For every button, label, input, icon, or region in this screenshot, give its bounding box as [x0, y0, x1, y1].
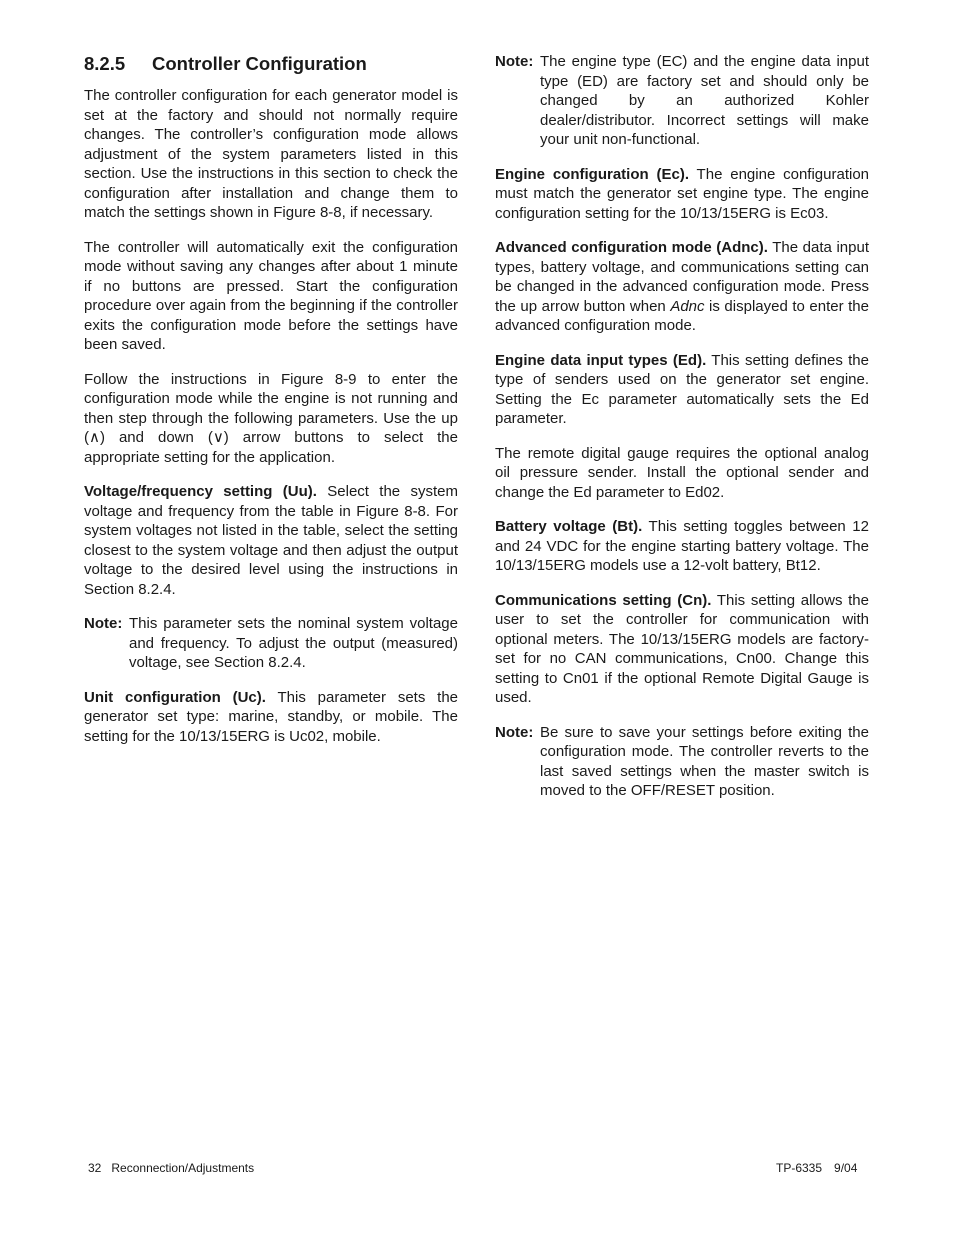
advanced-configuration-heading: Advanced configuration mode (Adnc). — [495, 239, 768, 256]
voltage-frequency-text: Select the system voltage and frequency from the table in Figure 8-8. For system voltages not listed in the table, select the setting closest to the system voltage and then adjust the output voltage to the desired level using the instructions in Section 8.2.4. — [84, 483, 458, 598]
note-factory-settings — [495, 52, 869, 150]
timeout-paragraph: The controller will automatically exit the configuration mode without saving any changes after about 1 minute if no buttons are pressed. Start the configuration procedure over again from the beginning if the controller exits the configuration mode before the settings have been saved. — [84, 238, 458, 353]
communications-text: This setting allows the user to set the controller for communication with optional meters. The 10/13/15ERG models are factory-set for no CAN communications, Cn00. Change this setting to Cn01 if the optional Remote Digital Gauge is used. — [495, 591, 869, 706]
engine-data-paragraph — [495, 351, 869, 429]
note-text: The engine type (EC) and the engine data input type (ED) are factory set and should only be changed by an authorized Kohler dealer/distributor. Incorrect settings will make your unit non-functional. — [540, 53, 869, 148]
footer-right — [776, 1161, 857, 1175]
voltage-frequency-heading: Voltage/frequency setting (Uu). — [84, 483, 317, 500]
note-save-settings — [495, 723, 869, 801]
section-number: 8.2.5 — [84, 53, 126, 74]
communications-paragraph — [495, 591, 869, 708]
note-nominal-voltage — [84, 614, 458, 673]
note-label: Note: — [495, 53, 534, 70]
advanced-configuration-paragraph — [495, 238, 869, 336]
engine-configuration-text: The engine configuration must match the generator set engine type. The engine configuration setting for the 10/13/15ERG is Ec03. — [495, 165, 870, 222]
advanced-configuration-code: Adnc — [670, 297, 705, 315]
unit-configuration-heading: Unit configuration (Uc). — [84, 688, 266, 706]
left-column — [84, 52, 458, 761]
communications-heading: Communications setting (Cn). — [495, 591, 712, 609]
instructions-paragraph: Follow the instructions in Figure 8-9 to enter the configuration mode while the engine is not running and then step through the following parameters. Use the up (∧) and down (∨) arrow buttons to select the appropriate setting for the application. — [84, 370, 458, 466]
document-date: 9/04 — [834, 1161, 858, 1175]
note-label: Note: — [495, 723, 534, 741]
battery-voltage-text: This setting toggles between 12 and 24 VDC for the engine starting battery voltage. The 10/13/15ERG models use a 12-volt battery, Bt12. — [495, 518, 869, 574]
section-heading — [84, 52, 458, 76]
footer-left — [88, 1161, 254, 1175]
note-label: Note: — [84, 615, 123, 632]
right-column — [495, 52, 869, 816]
note-text: This parameter sets the nominal system voltage and frequency. To adjust the output (measured) voltage, see Section 8.2.4. — [129, 615, 458, 671]
engine-configuration-heading: Engine configuration (Ec). — [495, 165, 689, 183]
engine-data-heading: Engine data input types (Ed). — [495, 351, 707, 369]
unit-configuration-text: This parameter sets the generator set type: marine, standby, or mobile. The setting for the 10/13/15ERG is Uc02, mobile. — [84, 688, 458, 745]
advanced-configuration-text-b: is displayed to enter the advanced configuration mode. — [495, 297, 869, 334]
advanced-configuration-text-a: The data input types, battery voltage, and communications setting can be changed in the advanced configuration mode. Press the up arrow button when — [495, 239, 869, 315]
document-number: TP-6335 — [776, 1161, 823, 1175]
engine-data-text: This setting defines the type of senders used on the generator set engine. Setting the Ec parameter automatically sets the Ed parameter. — [495, 351, 869, 427]
footer-section: Reconnection/Adjustments — [111, 1161, 255, 1175]
page-number: 32 — [88, 1161, 102, 1175]
voltage-frequency-paragraph — [84, 482, 458, 599]
section-title: Controller Configuration — [152, 53, 367, 74]
note-text: Be sure to save your settings before exiting the configuration mode. The controller reverts to the last saved settings when the master switch is moved to the OFF/RESET position. — [540, 723, 869, 799]
battery-voltage-paragraph — [495, 517, 869, 576]
remote-gauge-paragraph: The remote digital gauge requires the optional analog oil pressure sender. Install the optional sender and change the Ed parameter to Ed02. — [495, 444, 869, 501]
unit-configuration-paragraph — [84, 688, 458, 747]
intro-paragraph: The controller configuration for each generator model is set at the factory and should not normally require changes. The controller’s configuration mode allows adjustment of the system parameters listed in this section. Use the instructions in this section to check the configuration after installation and change them to match the settings shown in Figure 8-8, if necessary. — [84, 87, 458, 221]
engine-configuration-paragraph — [495, 165, 869, 224]
battery-voltage-heading: Battery voltage (Bt). — [495, 518, 643, 535]
